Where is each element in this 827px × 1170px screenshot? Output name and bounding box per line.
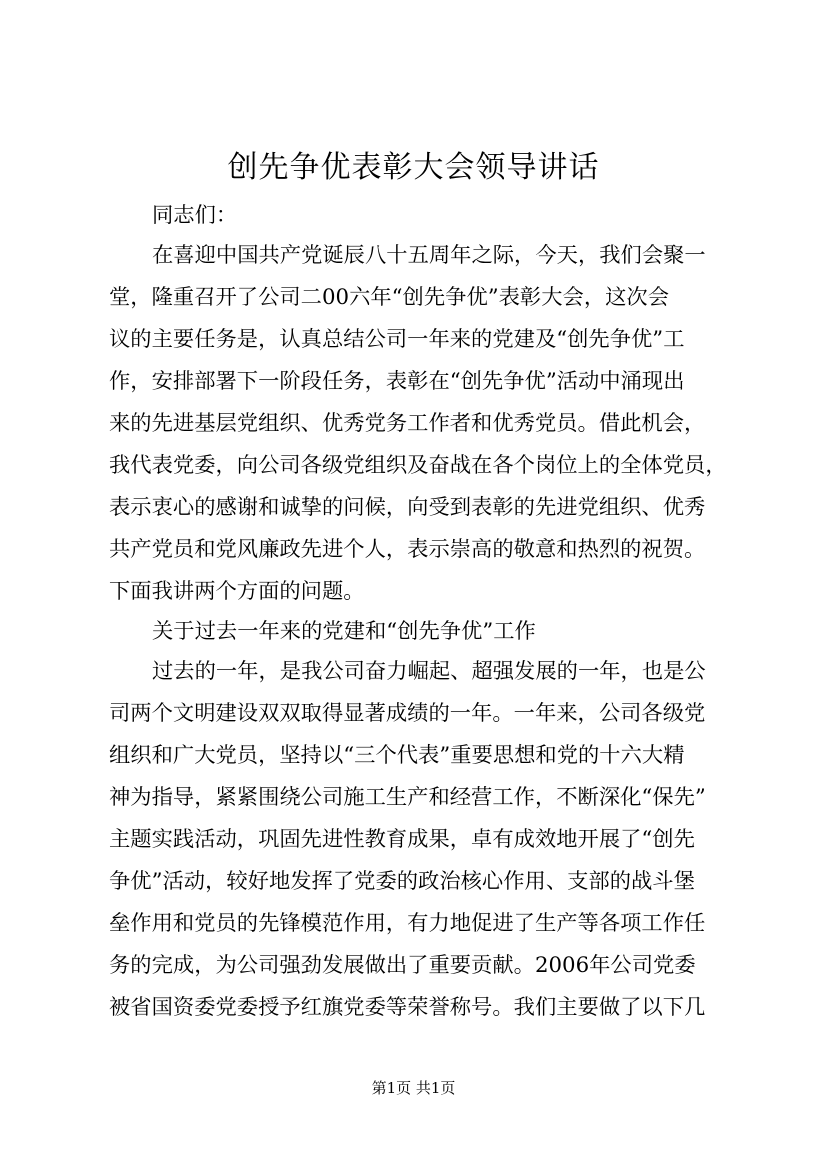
paragraph-line: 堂，隆重召开了公司二00六年“创先争优”表彰大会，这次会 [109,285,670,310]
page-number-footer: 第1页 共1页 [371,1079,456,1097]
greeting-line: 同志们： [152,203,238,228]
document-title: 创先争优表彰大会领导讲话 [227,150,600,185]
paragraph-line: 过去的一年，是我公司奋力崛起、超强发展的一年，也是公 [152,659,706,684]
paragraph-line: 务的完成，为公司强劲发展做出了重要贡献。2006年公司党委 [109,953,696,978]
paragraph-line: 议的主要任务是，认真总结公司一年来的党建及“创先争优”工 [109,327,685,352]
paragraph-line: 作，安排部署下一阶段任务，表彰在“创先争优”活动中涌现出 [109,369,685,394]
paragraph-line: 司两个文明建设双双取得显著成绩的一年。一年来，公司各级党 [109,701,706,726]
paragraph-line: 神为指导，紧紧围绕公司施工生产和经营工作，不断深化“保先” [109,785,706,810]
paragraph-line: 来的先进基层党组织、优秀党务工作者和优秀党员。借此机会， [109,411,706,436]
paragraph-line: 主题实践活动，巩固先进性教育成果，卓有成效地开展了“创先 [109,827,695,852]
paragraph-line: 下面我讲两个方面的问题。 [109,579,365,604]
paragraph-line: 组织和广大党员，坚持以“三个代表”重要思想和党的十六大精 [109,743,685,768]
paragraph-line: 被省国资委党委授予红旗党委等荣誉称号。我们主要做了以下几 [109,995,706,1020]
paragraph-line: 共产党员和党风廉政先进个人，表示崇高的敬意和热烈的祝贺。 [109,537,706,562]
paragraph-line: 在喜迎中国共产党诞辰八十五周年之际，今天，我们会聚一 [152,243,706,268]
paragraph-line: 垒作用和党员的先锋模范作用，有力地促进了生产等各项工作任 [109,911,706,936]
paragraph-line: 表示衷心的感谢和诚挚的问候，向受到表彰的先进党组织、优秀 [109,495,706,520]
paragraph-line: 争优”活动，较好地发挥了党委的政治核心作用、支部的战斗堡 [109,869,695,894]
paragraph-line: 我代表党委，向公司各级党组织及奋战在各个岗位上的全体党员， [109,453,727,478]
section-heading: 关于过去一年来的党建和“创先争优”工作 [152,619,536,644]
